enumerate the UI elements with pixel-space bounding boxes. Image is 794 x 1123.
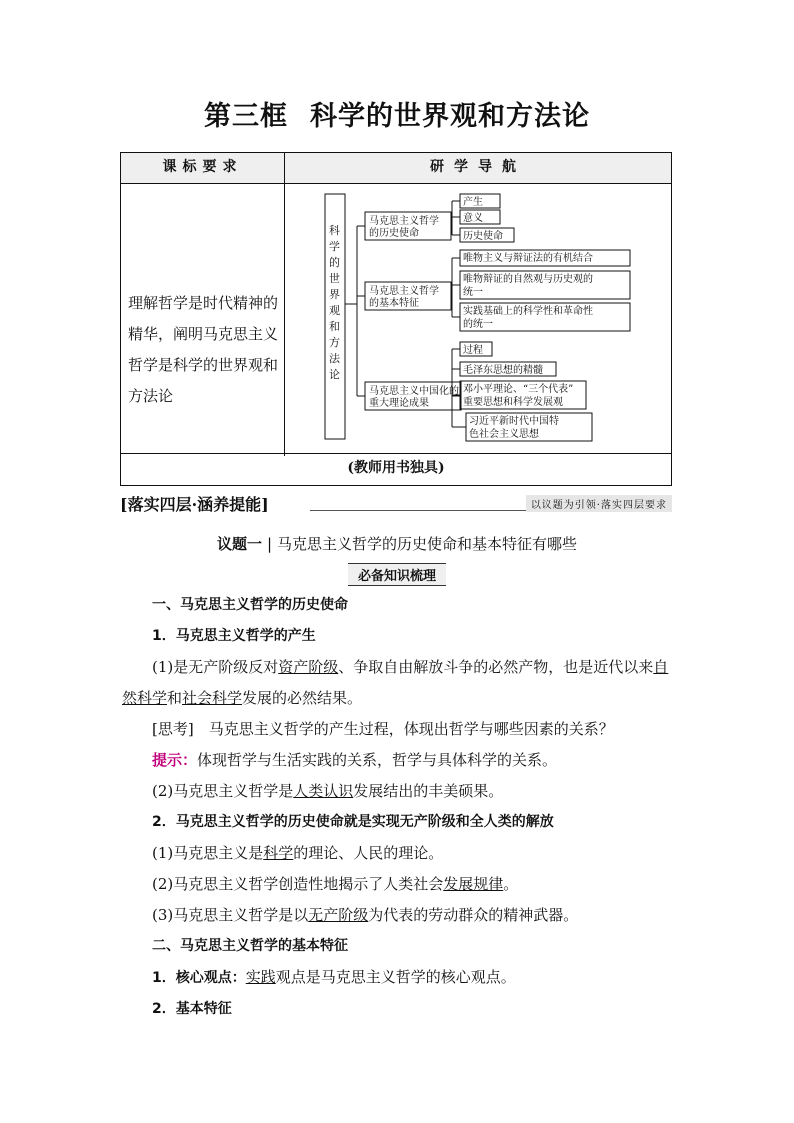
text: (1)马克思主义是 bbox=[152, 844, 264, 862]
leaf-label: 习近平新时代中国特 bbox=[469, 416, 559, 427]
root-char: 学 bbox=[329, 240, 340, 253]
paragraph-origin-2 bbox=[122, 776, 674, 807]
leaf-label: 意义 bbox=[463, 213, 483, 224]
leaf-label: 邓小平理论、“三个代表” bbox=[463, 384, 574, 395]
leaf-label: 历史使命 bbox=[463, 231, 503, 242]
paragraph-origin-1 bbox=[122, 652, 674, 714]
leaf-label: 重要思想和科学发展观 bbox=[463, 397, 563, 408]
think-question bbox=[122, 714, 674, 745]
underlined-term: 社会科学 bbox=[182, 689, 243, 707]
concept-map bbox=[285, 184, 671, 456]
branch-label: 马克思主义哲学 bbox=[369, 286, 439, 297]
underlined-term: 发展规律 bbox=[443, 875, 504, 893]
hint-label: 提示： bbox=[152, 751, 198, 769]
subheading-mission: 2．马克思主义哲学的历史使命就是实现无产阶级和全人类的解放 bbox=[152, 814, 554, 830]
text: 、争取自由解放斗争的必然产物，也是近代以来 bbox=[338, 658, 654, 676]
leaf-label: 色社会主义思想 bbox=[469, 429, 539, 440]
paragraph-core-view bbox=[122, 962, 674, 994]
leaf-label: 唯物辩证的自然观与历史观的 bbox=[463, 274, 593, 285]
root-char: 科 bbox=[329, 224, 340, 237]
branch-label: 马克思主义哲学 bbox=[369, 216, 439, 227]
root-char: 世 bbox=[329, 272, 340, 285]
think-label: [思考] bbox=[152, 720, 194, 738]
text: (3)马克思主义哲学是以 bbox=[152, 906, 309, 924]
text: 。 bbox=[503, 875, 519, 893]
text: 观点是马克思主义哲学的核心观点。 bbox=[275, 968, 516, 986]
branch-label: 的基本特征 bbox=[369, 298, 419, 309]
root-char: 和 bbox=[329, 320, 340, 333]
topic-separator: | bbox=[266, 535, 273, 553]
guide-table bbox=[120, 152, 672, 486]
topic-number: 议题一 bbox=[216, 535, 262, 553]
underlined-term: 自然科学 bbox=[122, 658, 669, 707]
core-label: 1．核心观点： bbox=[152, 970, 246, 986]
hint bbox=[122, 745, 674, 776]
knowledge-label-text: 必备知识梳理 bbox=[348, 563, 446, 586]
branch-label: 马克思主义中国化的 bbox=[369, 386, 459, 397]
root-char: 法 bbox=[329, 352, 340, 365]
underlined-term: 实践 bbox=[245, 968, 276, 986]
banner-right: 以议题为引领·落实四层要求 bbox=[526, 495, 672, 512]
leaf-label: 实践基础上的科学性和革命性 bbox=[463, 306, 593, 317]
underlined-term: 资产阶级 bbox=[278, 658, 339, 676]
root-char: 的 bbox=[329, 256, 340, 269]
text: 发展的必然结果。 bbox=[242, 689, 363, 707]
text: 和 bbox=[167, 689, 183, 707]
title-part-b: 科学的世界观和方法论 bbox=[310, 101, 590, 132]
teacher-note: (教师用书独具) bbox=[121, 453, 671, 485]
requirement-cell bbox=[121, 184, 285, 456]
text: (2)马克思主义哲学是 bbox=[152, 782, 294, 800]
topic-title bbox=[0, 533, 794, 554]
banner-left: [落实四层·涵养提能] bbox=[120, 495, 269, 514]
paragraph-mission-3 bbox=[122, 900, 674, 931]
leaf-label: 毛泽东思想的精髓 bbox=[463, 365, 543, 376]
leaf-label: 产生 bbox=[463, 197, 483, 208]
root-char: 方 bbox=[329, 336, 340, 349]
section-banner bbox=[120, 492, 672, 514]
text: (2)马克思主义哲学创造性地揭示了人类社会 bbox=[152, 875, 444, 893]
leaf-label: 的统一 bbox=[463, 319, 493, 330]
paragraph-mission-1 bbox=[122, 838, 674, 869]
heading-history-mission: 一、马克思主义哲学的历史使命 bbox=[152, 597, 348, 613]
topic-text: 马克思主义哲学的历史使命和基本特征有哪些 bbox=[277, 535, 578, 553]
underlined-term: 无产阶级 bbox=[308, 906, 369, 924]
root-char: 论 bbox=[329, 368, 340, 381]
text: 发展结出的丰美硕果。 bbox=[353, 782, 504, 800]
heading-basic-features: 二、马克思主义哲学的基本特征 bbox=[152, 938, 348, 954]
body-text bbox=[122, 590, 674, 1025]
header-navigation: 研学导航 bbox=[285, 153, 671, 184]
branch-label: 重大理论成果 bbox=[369, 398, 429, 409]
leaf-label: 过程 bbox=[463, 345, 483, 356]
text: 为代表的劳动群众的精神武器。 bbox=[368, 906, 579, 924]
title-part-a: 第三框 bbox=[204, 101, 288, 132]
root-char: 观 bbox=[329, 304, 340, 317]
leaf-label: 唯物主义与辩证法的有机结合 bbox=[463, 253, 593, 264]
page-title bbox=[0, 94, 794, 133]
text: 的理论、人民的理论。 bbox=[293, 844, 444, 862]
subheading-basic-features: 2．基本特征 bbox=[152, 1001, 232, 1017]
underlined-term: 科学 bbox=[263, 844, 294, 862]
text: (1)是无产阶级反对 bbox=[152, 658, 279, 676]
root-char: 界 bbox=[329, 288, 340, 301]
branch-label: 的历史使命 bbox=[369, 228, 419, 239]
think-text: 马克思主义哲学的产生过程，体现出哲学与哪些因素的关系？ bbox=[208, 720, 614, 738]
requirement-text: 理解哲学是时代精神的精华，阐明马克思主义哲学是科学的世界观和方法论 bbox=[128, 294, 279, 405]
leaf-label: 统一 bbox=[463, 287, 483, 298]
hint-text: 体现哲学与生活实践的关系，哲学与具体科学的关系。 bbox=[197, 751, 558, 769]
header-requirements: 课标要求 bbox=[121, 153, 285, 184]
subheading-origin: 1．马克思主义哲学的产生 bbox=[152, 628, 316, 644]
underlined-term: 人类认识 bbox=[293, 782, 354, 800]
knowledge-label bbox=[0, 563, 794, 586]
paragraph-mission-2 bbox=[122, 869, 674, 900]
